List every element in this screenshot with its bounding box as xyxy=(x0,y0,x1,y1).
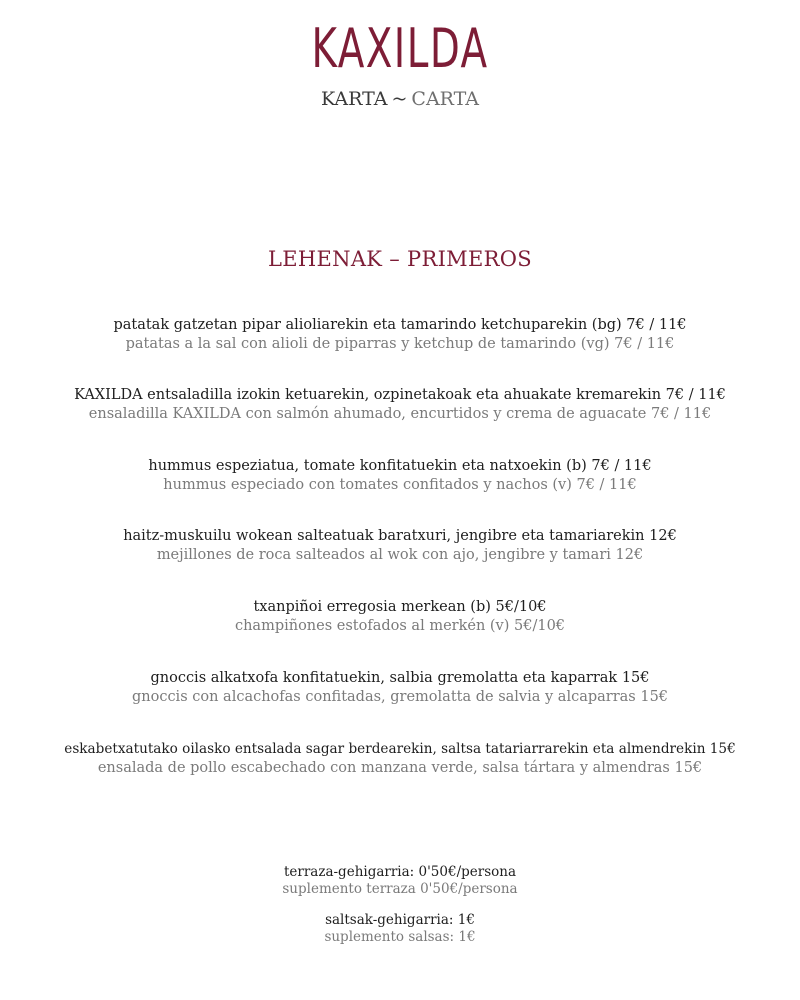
section-title: LEHENAK – PRIMEROS xyxy=(268,247,532,271)
menu-item xyxy=(0,457,800,495)
menu-item xyxy=(0,740,800,778)
menu-item xyxy=(0,527,800,565)
menu-item xyxy=(0,316,800,354)
menu-item xyxy=(0,598,800,636)
menu-item-basque: patatak gatzetan pipar alioliarekin eta tamarindo ketchuparekin (bg) 7€ / 11€ xyxy=(113,317,687,333)
menu-item-spanish: ensalada de pollo escabechado con manzana verde, salsa tártara y almendras 15€ xyxy=(97,760,703,776)
surcharge-note xyxy=(0,864,800,898)
menu-item-basque: KAXILDA entsaladilla izokin ketuarekin, ozpinetakoak eta ahuakate kremarekin 7€ / 11€ xyxy=(74,387,726,403)
menu-item xyxy=(0,669,800,707)
surcharge-basque: saltsak-gehigarria: 1€ xyxy=(325,912,475,928)
menu-item-spanish: gnoccis con alcachofas confitadas, gremolatta de salvia y alcaparras 15€ xyxy=(131,689,669,705)
menu-item-spanish: patatas a la sal con alioli de piparras y ketchup de tamarindo (vg) 7€ / 11€ xyxy=(125,336,675,352)
subtitle-separator: ~ xyxy=(391,88,408,110)
menu-item xyxy=(0,386,800,424)
menu-item-spanish: champiñones estofados al merkén (v) 5€/10€ xyxy=(234,618,566,634)
surcharge-spanish: suplemento terraza 0'50€/persona xyxy=(282,881,518,897)
surcharge-basque: terraza-gehigarria: 0'50€/persona xyxy=(283,864,517,880)
subtitle-basque: KARTA xyxy=(321,88,388,110)
menu-item-spanish: ensaladilla KAXILDA con salmón ahumado, encurtidos y crema de aguacate 7€ / 11€ xyxy=(88,406,712,422)
brand-logo: KAXILDA xyxy=(311,17,489,80)
menu-item-spanish: hummus especiado con tomates confitados y nachos (v) 7€ / 11€ xyxy=(163,477,637,493)
menu-item-basque: txanpiñoi erregosia merkean (b) 5€/10€ xyxy=(253,599,547,615)
surcharge-spanish: suplemento salsas: 1€ xyxy=(324,929,476,945)
menu-item-basque: gnoccis alkatxofa konfitatuekin, salbia gremolatta eta kaparrak 15€ xyxy=(150,670,650,686)
menu-item-basque: haitz-muskuilu wokean salteatuak baratxuri, jengibre eta tamariarekin 12€ xyxy=(123,528,677,544)
menu-item-basque: eskabetxatutako oilasko entsalada sagar berdearekin, saltsa tatariarrarekin eta almendrekin 15€ xyxy=(64,741,736,757)
menu-item-basque: hummus espeziatua, tomate konfitatuekin eta natxoekin (b) 7€ / 11€ xyxy=(148,458,652,474)
surcharge-note xyxy=(0,912,800,946)
menu-subtitle xyxy=(0,86,800,112)
subtitle-spanish: CARTA xyxy=(411,88,479,110)
menu-item-spanish: mejillones de roca salteados al wok con ajo, jengibre y tamari 12€ xyxy=(156,547,644,563)
